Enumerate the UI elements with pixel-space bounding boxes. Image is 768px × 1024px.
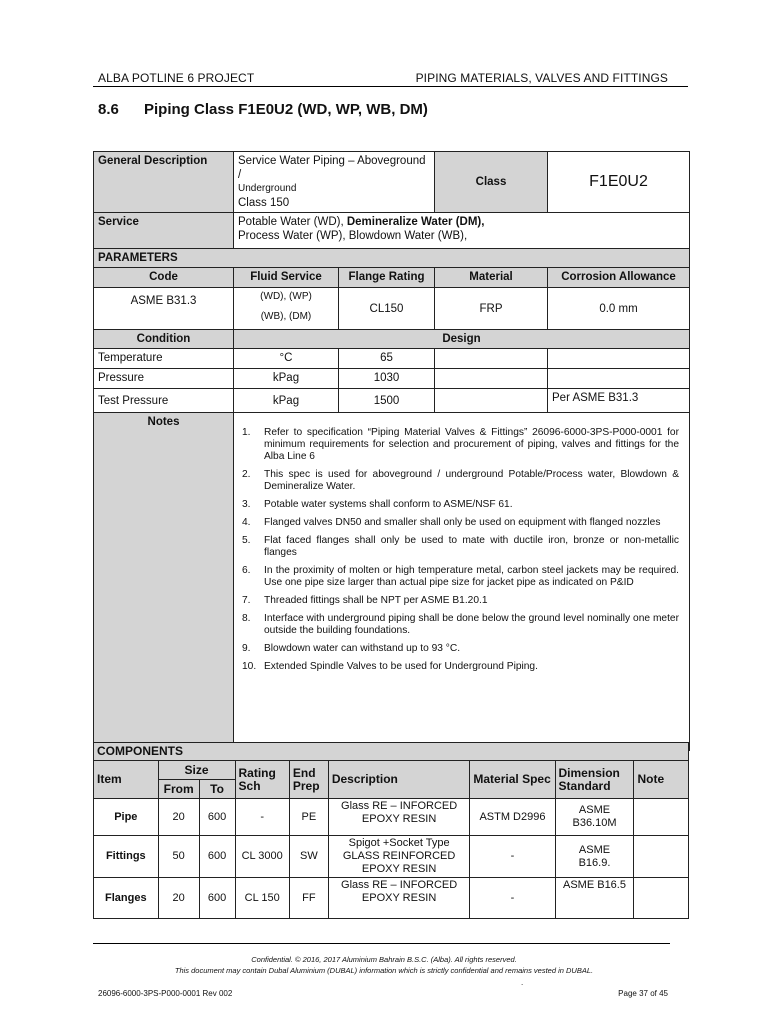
note-number: 7. (242, 595, 251, 606)
comp-dim-line2: B16.9. (578, 856, 611, 869)
parameters-title: PARAMETERS (94, 249, 690, 268)
note-number: 2. (242, 469, 251, 480)
comp-to: 600 (199, 799, 235, 836)
condition-col4 (435, 369, 548, 389)
note-text: Flat faced flanges shall only be used to mate with ductile iron, bronze or non-metallic flanges (264, 535, 679, 558)
param-flange: CL150 (339, 288, 435, 330)
comp-header-note: Note (634, 761, 689, 799)
condition-col5: Per ASME B31.3 (548, 389, 690, 413)
header-chapter: PIPING MATERIALS, VALVES AND FITTINGS (415, 71, 668, 85)
service-line2: Process Water (WP), Blowdown Water (WB), (238, 230, 468, 242)
comp-rating: CL 3000 (235, 836, 289, 878)
comp-note (634, 799, 689, 836)
general-desc-line1: Service Water Piping – Aboveground / (238, 155, 426, 181)
condition-row (94, 349, 690, 369)
comp-desc-line1: Glass RE – INFORCED (341, 879, 458, 891)
comp-item: Pipe (94, 799, 159, 836)
general-desc-line3: Class 150 (238, 197, 290, 209)
note-text: Interface with underground piping shall be done below the ground level nominally one meter outside the building foundations. (264, 613, 679, 636)
class-label: Class (435, 152, 548, 213)
section-title-text: Piping Class F1E0U2 (WD, WP, WB, DM) (144, 101, 428, 118)
comp-desc-line2: EPOXY RESIN (361, 813, 437, 825)
components-table (93, 742, 689, 919)
note-item (242, 517, 679, 529)
comp-from: 20 (158, 878, 199, 919)
condition-label: Condition (94, 330, 234, 349)
comp-header-to: To (199, 780, 235, 799)
comp-dimension (555, 799, 634, 836)
note-item (242, 499, 679, 511)
notes-list (238, 427, 685, 673)
param-code: ASME B31.3 (94, 288, 234, 330)
condition-name: Pressure (94, 369, 234, 389)
param-corrosion: 0.0 mm (548, 288, 690, 330)
service-label: Service (94, 213, 234, 249)
footer-dot: . (521, 978, 524, 987)
service-description (234, 213, 690, 249)
general-label: General Description (94, 152, 234, 213)
condition-value: 1030 (339, 369, 435, 389)
comp-end: FF (289, 878, 328, 919)
condition-value: 65 (339, 349, 435, 369)
note-item (242, 565, 679, 589)
comp-note (634, 836, 689, 878)
param-header-code: Code (94, 268, 234, 288)
general-row (94, 152, 690, 213)
comp-desc-line2: EPOXY RESIN (361, 892, 437, 904)
footer-rule (93, 943, 670, 944)
footer-disclaimer: This document may contain Dubal Aluminium (DUBAL) information which is strictly confidential and remains vested in DUBAL. (174, 966, 594, 975)
parameters-value-row (94, 288, 690, 330)
note-number: 6. (242, 565, 251, 576)
condition-row (94, 369, 690, 389)
condition-col5 (548, 369, 690, 389)
note-number: 10. (242, 661, 257, 672)
comp-header-rating: Rating Sch (235, 761, 289, 799)
components-title: COMPONENTS (94, 743, 689, 761)
param-fluid (234, 288, 339, 330)
comp-dim-line1: ASME (578, 843, 611, 856)
note-text: In the proximity of molten or high temperature metal, carbon steel jackets may be required. Use one pipe size larger than actual pipe size for jacket pipe as indicated on P&ID (264, 565, 679, 588)
comp-header-end: End Prep (289, 761, 328, 799)
comp-to: 600 (199, 836, 235, 878)
comp-description (328, 878, 470, 919)
components-title-row (94, 743, 689, 761)
note-text: Refer to specification “Piping Material Valves & Fittings” 26096-6000-3PS-P000-0001 for minimum requirements for selection and procurement of piping, valves and fittings for the Alba Line 6 (264, 427, 679, 462)
comp-header-from: From (158, 780, 199, 799)
note-text: Blowdown water can withstand up to 93 °C. (264, 643, 461, 654)
param-fluid-line2: (WB), (DM) (260, 311, 312, 322)
note-item (242, 535, 679, 559)
note-number: 4. (242, 517, 251, 528)
comp-desc-line2: GLASS REINFORCED (342, 850, 456, 862)
note-text: Potable water systems shall conform to ASME/NSF 61. (264, 499, 513, 510)
comp-dim-line2: B36.10M (572, 817, 617, 829)
condition-col4 (435, 349, 548, 369)
notes-content (234, 413, 690, 751)
general-description (234, 152, 435, 213)
note-text: Extended Spindle Valves to be used for Underground Piping. (264, 661, 538, 672)
comp-header-size: Size (158, 761, 235, 780)
note-item (242, 595, 679, 607)
comp-material: ASTM D2996 (470, 799, 555, 836)
condition-unit: °C (234, 349, 339, 369)
condition-unit: kPag (234, 369, 339, 389)
comp-material: - (470, 878, 555, 919)
general-desc-line2: Underground (238, 183, 297, 194)
comp-end: PE (289, 799, 328, 836)
component-row (94, 878, 689, 919)
param-header-flange: Flange Rating (339, 268, 435, 288)
comp-from: 20 (158, 799, 199, 836)
component-row (94, 799, 689, 836)
piping-class-table (93, 151, 690, 751)
parameters-title-row (94, 249, 690, 268)
note-number: 3. (242, 499, 251, 510)
note-item (242, 427, 679, 463)
condition-header-row (94, 330, 690, 349)
comp-desc-line3: EPOXY RESIN (361, 863, 437, 875)
service-line1-normal: Potable Water (WD), (238, 216, 347, 228)
comp-from: 50 (158, 836, 199, 878)
note-item (242, 643, 679, 655)
comp-desc-line1: Glass RE – INFORCED (341, 800, 458, 812)
comp-dimension: ASME B16.5 (555, 878, 634, 919)
note-number: 8. (242, 613, 251, 624)
component-row (94, 836, 689, 878)
notes-label: Notes (94, 413, 234, 751)
note-item (242, 661, 679, 673)
comp-rating: CL 150 (235, 878, 289, 919)
comp-item: Flanges (94, 878, 159, 919)
comp-dimension (555, 836, 634, 878)
condition-col5 (548, 349, 690, 369)
note-text: Flanged valves DN50 and smaller shall only be used on equipment with flanged nozzles (264, 517, 661, 528)
param-header-corrosion: Corrosion Allowance (548, 268, 690, 288)
footer-confidential: Confidential. © 2016, 2017 Aluminium Bahrain B.S.C. (Alba). All rights reserved. (251, 955, 517, 964)
note-item (242, 613, 679, 637)
section-title (98, 101, 428, 118)
condition-row (94, 389, 690, 413)
note-number: 9. (242, 643, 251, 654)
note-text: Threaded fittings shall be NPT per ASME B1.20.1 (264, 595, 488, 606)
notes-row (94, 413, 690, 751)
comp-to: 600 (199, 878, 235, 919)
comp-note (634, 878, 689, 919)
comp-header-description: Description (328, 761, 470, 799)
components-header-row-1 (94, 761, 689, 780)
note-item (242, 469, 679, 493)
comp-header-dimension: Dimension Standard (555, 761, 634, 799)
class-value: F1E0U2 (548, 152, 690, 213)
section-number: 8.6 (98, 101, 119, 118)
footer-page-number: Page 37 of 45 (618, 989, 668, 998)
service-line1-bold: Demineralize Water (DM), (346, 216, 485, 228)
comp-description (328, 836, 470, 878)
note-number: 5. (242, 535, 251, 546)
comp-header-item: Item (94, 761, 159, 799)
comp-rating: - (235, 799, 289, 836)
footer-doc-number: 26096-6000-3PS-P000-0001 Rev 002 (98, 989, 233, 998)
header-project: ALBA POTLINE 6 PROJECT (98, 71, 255, 85)
condition-value: 1500 (339, 389, 435, 413)
condition-name: Temperature (94, 349, 234, 369)
param-header-material: Material (435, 268, 548, 288)
condition-name: Test Pressure (94, 389, 234, 413)
param-header-fluid: Fluid Service (234, 268, 339, 288)
comp-dim-line1: ASME (578, 804, 611, 816)
note-number: 1. (242, 427, 251, 438)
parameters-header-row (94, 268, 690, 288)
comp-end: SW (289, 836, 328, 878)
comp-desc-line1: Spigot +Socket Type (348, 837, 450, 849)
condition-unit: kPag (234, 389, 339, 413)
param-fluid-line1: (WD), (WP) (260, 291, 312, 302)
note-text: This spec is used for aboveground / underground Potable/Process water, Blowdown & Demineralize Water. (264, 469, 679, 492)
service-row (94, 213, 690, 249)
comp-material: - (470, 836, 555, 878)
design-label: Design (234, 330, 690, 349)
comp-header-material: Material Spec (470, 761, 555, 799)
header-rule (93, 86, 688, 87)
condition-col4 (435, 389, 548, 413)
param-material: FRP (435, 288, 548, 330)
comp-item: Fittings (94, 836, 159, 878)
comp-description (328, 799, 470, 836)
